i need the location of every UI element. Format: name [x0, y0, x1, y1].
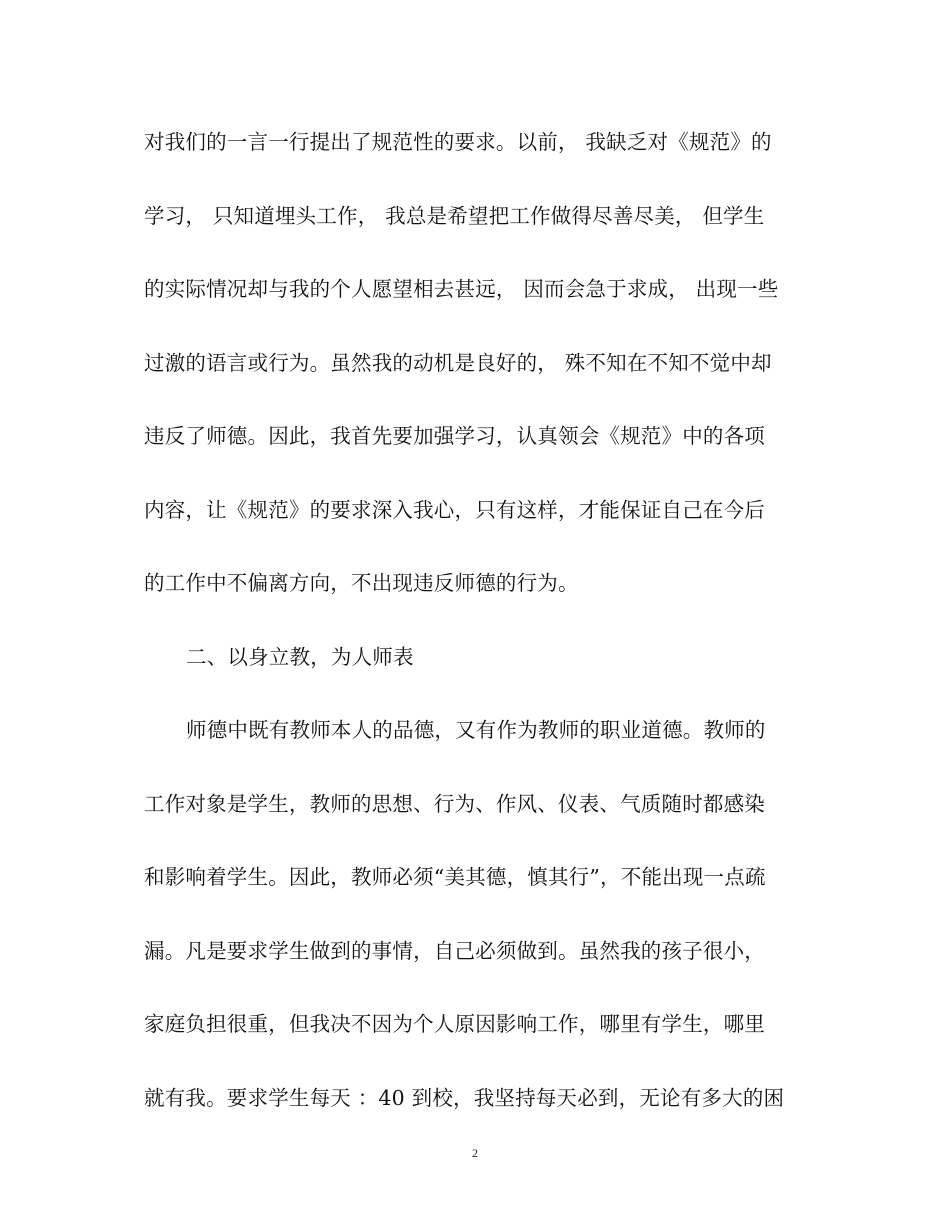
text-line: 违反了师德。因此，我首先要加强学习，认真领会《规范》中的各项: [144, 424, 765, 448]
text-line: 的实际情况却与我的个人愿望相去甚远， 因而会急于求成， 出现一些: [144, 277, 779, 301]
text-line: 学习， 只知道埋头工作， 我总是希望把工作做得尽善尽美， 但学生: [144, 203, 765, 228]
section-heading: 二、以身立教，为人师表: [186, 644, 414, 669]
page-number: 2: [472, 1146, 478, 1160]
text-line: 工作对象是学生，教师的思想、行为、作风、仪表、气质随时都感染: [144, 791, 765, 816]
text-line: 师德中既有教师本人的品德，又有作为教师的职业道德。教师的: [186, 718, 766, 742]
text-line: 就有我。要求学生每天 ：40 到校，我坚持每天必到，无论有多大的困: [144, 1085, 785, 1110]
text-line: 内容，让《规范》的要求深入我心，只有这样，才能保证自己在今后: [144, 497, 765, 522]
text-line: 的工作中不偏离方向，不出现违反师德的行为。: [144, 571, 579, 595]
text-line: 和影响着学生。因此，教师必须“美其德，慎其行”，不能出现一点疏: [144, 865, 766, 889]
text-line: 漏。凡是要求学生做到的事情，自己必须做到。虽然我的孩子很小，: [144, 938, 765, 963]
text-line: 家庭负担很重，但我决不因为个人原因影响工作，哪里有学生，哪里: [144, 1012, 765, 1036]
body-text: [144, 120, 824, 1149]
text-line: 对我们的一言一行提出了规范性的要求。以前， 我缺乏对《规范》的: [144, 130, 772, 154]
text-line: 过激的语言或行为。虽然我的动机是良好的， 殊不知在不知不觉中却: [144, 350, 772, 375]
